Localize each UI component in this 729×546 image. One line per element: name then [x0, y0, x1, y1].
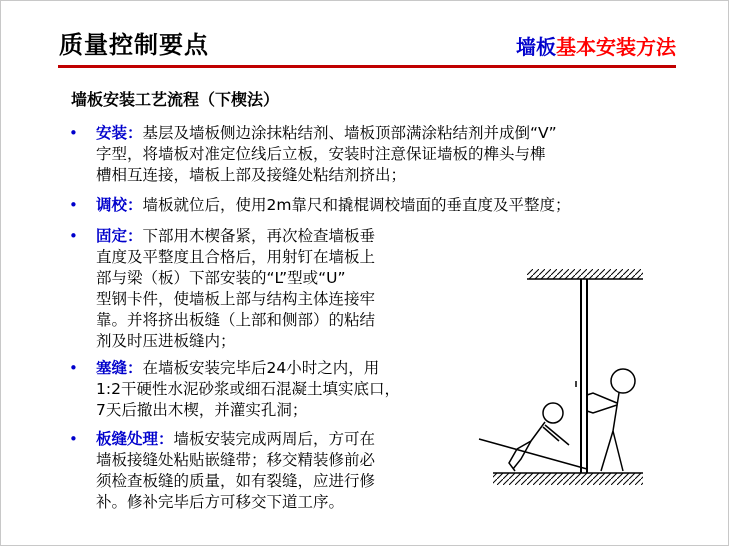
list-item-line: 字型，将墙板对准定位线后立板，安装时注意保证墙板的榫头与榫 — [96, 145, 546, 163]
list-item-joint-treatment — [69, 429, 489, 515]
list-item-fix — [69, 226, 489, 354]
list-item-install — [69, 123, 709, 189]
list-item-line: 部与梁（板）下部安装的“L”型或“U” — [96, 269, 346, 287]
list-item-line: 须检查板缝的质量，如有裂缝，应进行修 — [96, 472, 376, 490]
list-item-line: 补。修补完毕后方可移交下道工序。 — [96, 493, 345, 511]
list-item-line: 板缝处理：墙板安装完成两周后，方可在 — [96, 430, 376, 448]
bullet-icon: • — [69, 196, 78, 214]
list-item-line: 直度及平整度且合格后，用射钉在墙板上 — [96, 248, 376, 266]
list-item-keyword: 固定： — [96, 227, 143, 245]
list-item-text — [96, 358, 400, 421]
bullet-icon: • — [69, 227, 78, 245]
list-item-line: 槽相互连接，墙板上部及接缝处粘结剂挤出； — [96, 166, 407, 184]
list-item-keyword: 安装： — [96, 124, 143, 142]
list-item-text — [96, 226, 375, 352]
bullet-icon: • — [69, 359, 78, 377]
pry-bar-icon — [479, 439, 587, 469]
list-item-seal — [69, 358, 489, 422]
list-item-line: 固定：下部用木楔备紧，再次检查墙板垂 — [96, 227, 376, 245]
bullet-icon: • — [69, 124, 78, 142]
wall-panel-installation-workers-icon — [473, 263, 653, 513]
title-divider — [58, 65, 676, 68]
subtitle — [516, 34, 676, 60]
page-title: 质量控制要点 — [59, 31, 209, 59]
subtitle-rest: 基本安装方法 — [556, 35, 676, 59]
list-item-line: 型钢卡件，使墙板上部与结构主体连接牢 — [96, 290, 376, 308]
list-item-line: 剂及时压进板缝内； — [96, 332, 236, 350]
list-item-line: 安装：基层及墙板侧边涂抹粘结剂、墙板顶部满涂粘结剂并成倒“V” — [96, 124, 557, 142]
list-item-text — [96, 195, 570, 216]
list-item-line: 塞缝：在墙板安装完毕后24小时之内，用 — [96, 359, 380, 377]
subtitle-prefix: 墙板 — [516, 35, 556, 59]
ceiling-slab-icon — [527, 269, 643, 279]
list-item-keyword: 板缝处理： — [96, 430, 174, 448]
standing-worker-icon — [587, 369, 635, 471]
list-item-line: 调校：墙板就位后，使用2m靠尺和撬棍调校墙面的垂直度及平整度； — [96, 196, 571, 214]
wall-panel-icon — [576, 279, 587, 473]
list-item-text — [96, 123, 557, 186]
list-item-line: 7天后撤出木楔，并灌实孔洞； — [96, 401, 308, 419]
list-item-adjust — [69, 195, 709, 217]
list-item-line: 1:2干硬性水泥砂浆或细石混凝土填实底口， — [96, 380, 400, 398]
floor-slab-icon — [493, 473, 643, 485]
section-heading: 墙板安装工艺流程（下楔法） — [71, 90, 280, 109]
list-item-line: 靠。并将挤出板缝（上部和侧部）的粘结 — [96, 311, 376, 329]
list-item-keyword: 调校： — [96, 196, 143, 214]
list-item-line: 墙板接缝处粘贴嵌缝带；移交精装修前必 — [96, 451, 376, 469]
list-item-text — [96, 429, 375, 513]
bullet-icon: • — [69, 430, 78, 448]
list-item-keyword: 塞缝： — [96, 359, 143, 377]
